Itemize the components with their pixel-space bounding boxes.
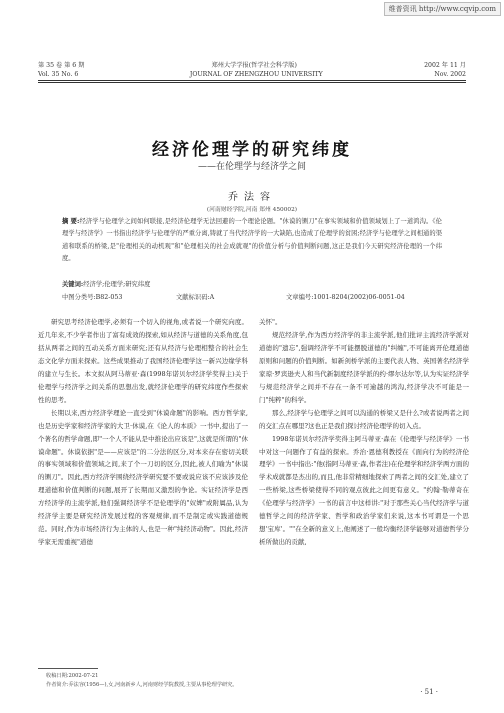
body-column-left: [38, 316, 248, 549]
keywords-label: 关键词:: [62, 281, 84, 288]
page-number: · 51 ·: [420, 688, 438, 696]
journal-name-en: JOURNAL OF ZHENGZHOU UNIVERSITY: [189, 71, 323, 78]
footnote-author-bio: 作者简介:乔法容(1956—),女,河南新乡人,河南财经学院教授,主要从事伦理学研究。: [46, 682, 238, 688]
paragraph: 那么,经济学与伦理学之间可以沟通的桥梁又是什么?或者说两者之间的交汇点在哪里?这也正是我们探讨经济伦理学的切入点。: [259, 408, 469, 430]
footnote-received: 收稿日期:2002-07-21: [46, 673, 99, 679]
issue-date-en: Nov. 2002: [434, 71, 466, 78]
paragraph: 长期以来,西方经济学理论一直受到"休谟命题"的影响。西方哲学家,也是历史学家和经济学家的大卫·休谟,在《论人的本质》一书中,提出了一个著名的哲学命题,即"一个人不能从是中推论出应该是",这就是所谓的"休谟命题"。休谟依据"是——应该是"的二分法的区分,对本来存在密切关联的事实领域和价值领域之间,来了个一刀切的区分,因此,被人们喻为"休谟的铡刀"。因此,西方经济学围绕经济学研究要不要或说应该不应该涉及伦理道德和价值判断的问题,展开了长期而又激烈的争论。实证经济学是西方经济学的主流学派,他们强调经济学不是伦理学的"奴婢"或附属品,认为经济学主要是研究经济发展过程的客观规律,而不是制定或实践道德规范。同时,作为市场经济行为主体的人,也是一种"纯经济动物"。因此,经济学家无需重视"道德: [38, 408, 248, 547]
issue-date-cn: 2002 年 11 月: [424, 62, 466, 69]
article-subtitle: ——在伦理学与经济学之间: [197, 162, 306, 172]
volume-issue-en: Vol. 35 No. 6: [38, 71, 79, 78]
header-rule-thin: [38, 82, 466, 83]
article-title: 经济伦理学的研究纬度: [152, 140, 352, 160]
paragraph: 研究思考经济伦理学,必须有一个切入的视角,或者说一个研究向度。近几年来,不少学者作出了富有成效的探索,如从经济与道德的关系角度,包括从两者之间的互动关系方面来研究;还有从经济与伦理相整合的社会生态文化学方面来探索。这些成果推动了我国经济伦理学这一新兴边缘学科的建立与生长。本文拟从阿马蒂亚·森(1998年诺贝尔经济学奖得主)关于伦理学与经济学之间关系的思想出发,就经济伦理学的研究纬度作些探索性的思考。: [38, 318, 248, 404]
abstract-text: 经济学与伦理学之间如何联接,是经济伦理学无法回避的一个理论论题。"休谟的铡刀"在事实领域和价值领域划上了一道鸿沟。《伦理学与经济学》一书指出经济学与伦理学的严重分离,铸就了当代经济学的一大缺陷,也造成了伦理学的贫困;经济学与伦理学之间相通的渠道和联系的桥梁,是"伦理相关的动机观"和"伦理相关的社会成就观"的价值分析与价值判断问题,这正是我们今天研究经济伦理的一个纬度。: [62, 218, 442, 263]
journal-name-cn: 郑州大学学报(哲学社会科学版): [211, 62, 297, 69]
document-code: 文献标识码:A: [176, 294, 215, 301]
keywords-text: 经济学;伦理学;研究纬度: [83, 281, 151, 288]
author-affiliation: (河南财经学院,河南 郑州 450002): [206, 207, 298, 213]
paragraph: 1998年诺贝尔经济学奖得主阿马蒂亚·森在《伦理学与经济学》一书中对这一问题作了有益的探索。乔治·恩德利教授在《面向行为的经济伦理学》一书中指出:"他(指阿马蒂亚·森,作者注)在伦理学和经济学两方面的学术成就都是杰出的,而且,他非常精细地探索了两者之间的交汇处,建立了一些桥梁,这些桥梁使得不同的观点彼此之间更有意义。"约翰·勒蒂奇在《伦理学与经济学》一书的前言中这样讲:"对于那些关心当代经济学与道德哲学之间的经济学家、哲学和政治学家们来说,这本书可谓是一个思想'宝库'。""在全新的意义上,他阐述了一般均衡经济学能够对道德哲学分析所做出的贡献,: [259, 434, 469, 547]
body-column-right: [259, 316, 469, 549]
clc-number: 中图分类号:B82-053: [62, 294, 123, 301]
abstract: [62, 216, 442, 266]
footnote-rule: [38, 668, 98, 669]
author-name: 乔法容: [228, 192, 276, 203]
paragraph: 关怀"。: [259, 318, 282, 326]
abstract-label: 摘 要:: [62, 218, 80, 225]
running-header-en: [38, 71, 466, 78]
volume-issue: 第 35 卷 第 6 期: [38, 62, 85, 69]
watermark: 维普资讯 http://www.cqvip.com: [384, 2, 501, 16]
article-number: 文章编号:1001-8204(2002)06-0051-04: [286, 294, 405, 301]
running-header-cn: [38, 60, 466, 69]
header-rule: [38, 80, 466, 81]
paragraph: 规范经济学,作为西方经济学的非主流学派,他们批评主流经济学派对道德的"遗忘",强调经济学不可能摆脱道德的"纠缠",不可能离开伦理道德原则和问题的价值判断。如新剑桥学派的主要代表人物、英国著名经济学家琼·罗宾逊夫人和当代新制度经济学派的约·缪尔达尔等,认为实证经济学与规范经济学之间并不存在一条不可逾越的鸿沟,经济学决不可能是一门"纯粹"的科学。: [259, 330, 469, 404]
keywords: [62, 279, 150, 288]
